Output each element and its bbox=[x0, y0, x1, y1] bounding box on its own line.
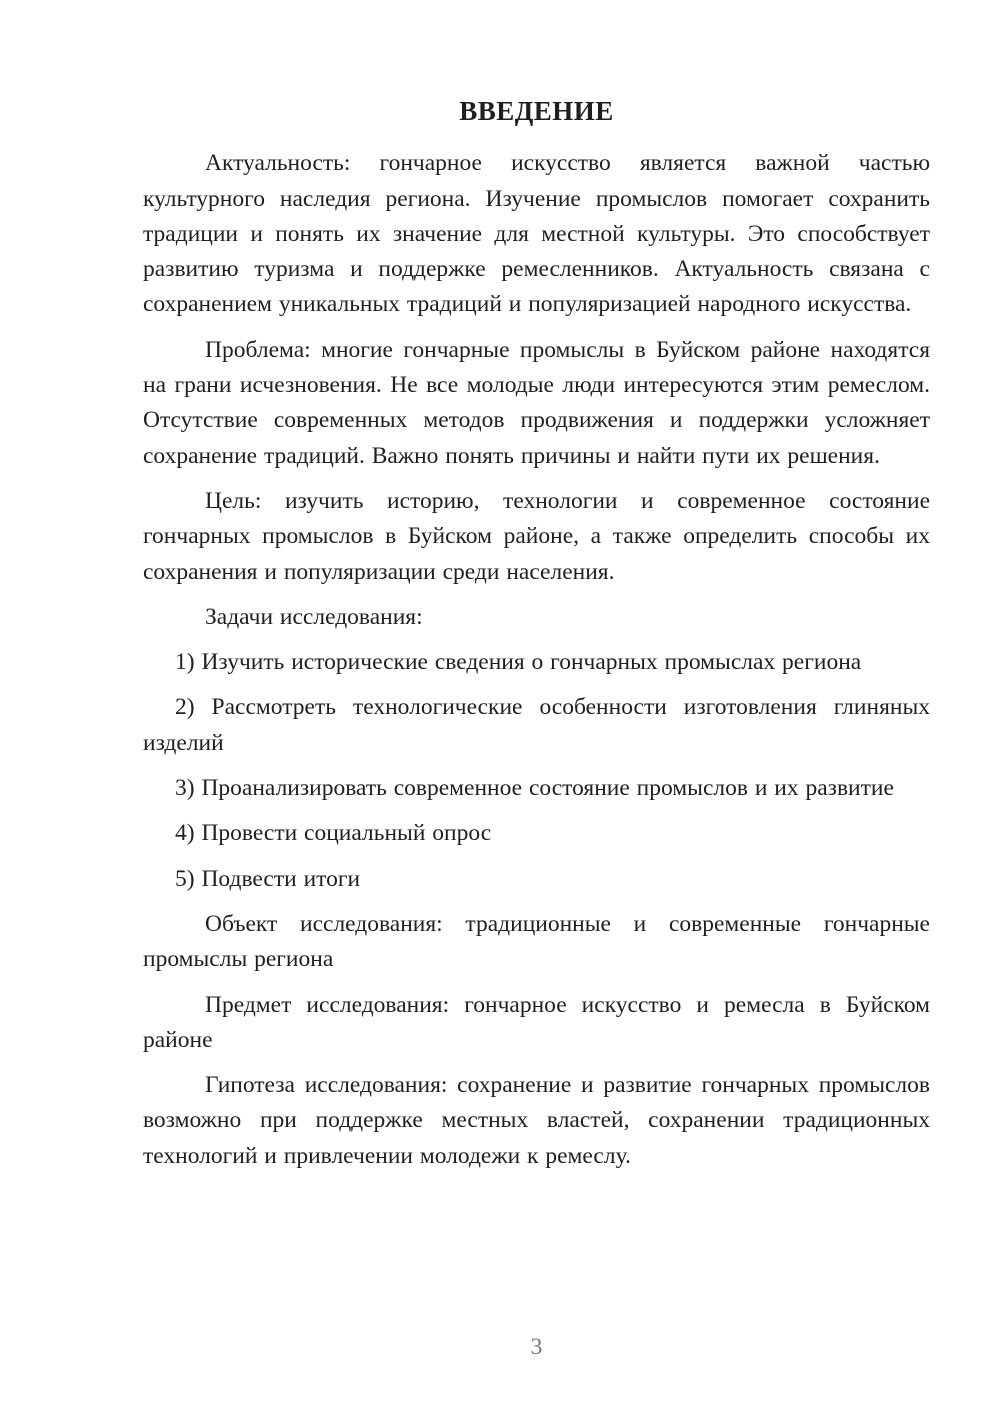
task-item-1: 1) Изучить исторические сведения о гончарных промыслах региона bbox=[175, 649, 862, 676]
task-item-3: 3) Проанализировать современное состояние промыслов и их развитие bbox=[175, 775, 894, 802]
paragraph-hypothesis: Гипотеза исследования: сохранение и развитие гончарных промыслов возможно при поддержке местных властей, сохранении традиционных технологий и привлечении молодежи к ремеслу. bbox=[143, 1072, 930, 1169]
paragraph-subject: Предмет исследования: гончарное искусство и ремесла в Буйском районе bbox=[143, 991, 930, 1053]
paragraph-problem: Проблема: многие гончарные промыслы в Буйском районе находятся на грани исчезновения. Не все молодые люди интересуются этим ремеслом. Отсутствие современных методов продвижения и поддержки усложняет сохранение традиций. Важно понять причины и найти пути их решения. bbox=[143, 336, 930, 469]
document-title: ВВЕДЕНИЕ bbox=[459, 96, 614, 126]
paragraph-goal: Цель: изучить историю, технологии и современное состояние гончарных промыслов в Буйском районе, а также определить способы их сохранения и популяризации среди населения. bbox=[143, 487, 930, 585]
tasks-heading: Задачи исследования: bbox=[205, 603, 423, 630]
paragraph-relevance: Актуальность: гончарное искусство является важной частью культурного наследия региона. Изучение промыслов помогает сохранить традиции и понять их значение для местной культуры. Это способствует развитию туризма и поддержке ремесленников. Актуальность связана с сохранением уникальных традиций и популяризацией народного искусства. bbox=[143, 150, 930, 318]
task-item-5: 5) Подвести итоги bbox=[175, 865, 361, 892]
task-item-2: 2) Рассмотреть технологические особенности изготовления глиняных изделий bbox=[143, 694, 930, 756]
paragraph-object: Объект исследования: традиционные и современные гончарные промыслы региона bbox=[143, 910, 930, 973]
document-content bbox=[143, 94, 930, 1184]
page-number: 3 bbox=[530, 1334, 543, 1360]
task-item-4: 4) Провести социальный опрос bbox=[175, 820, 492, 847]
